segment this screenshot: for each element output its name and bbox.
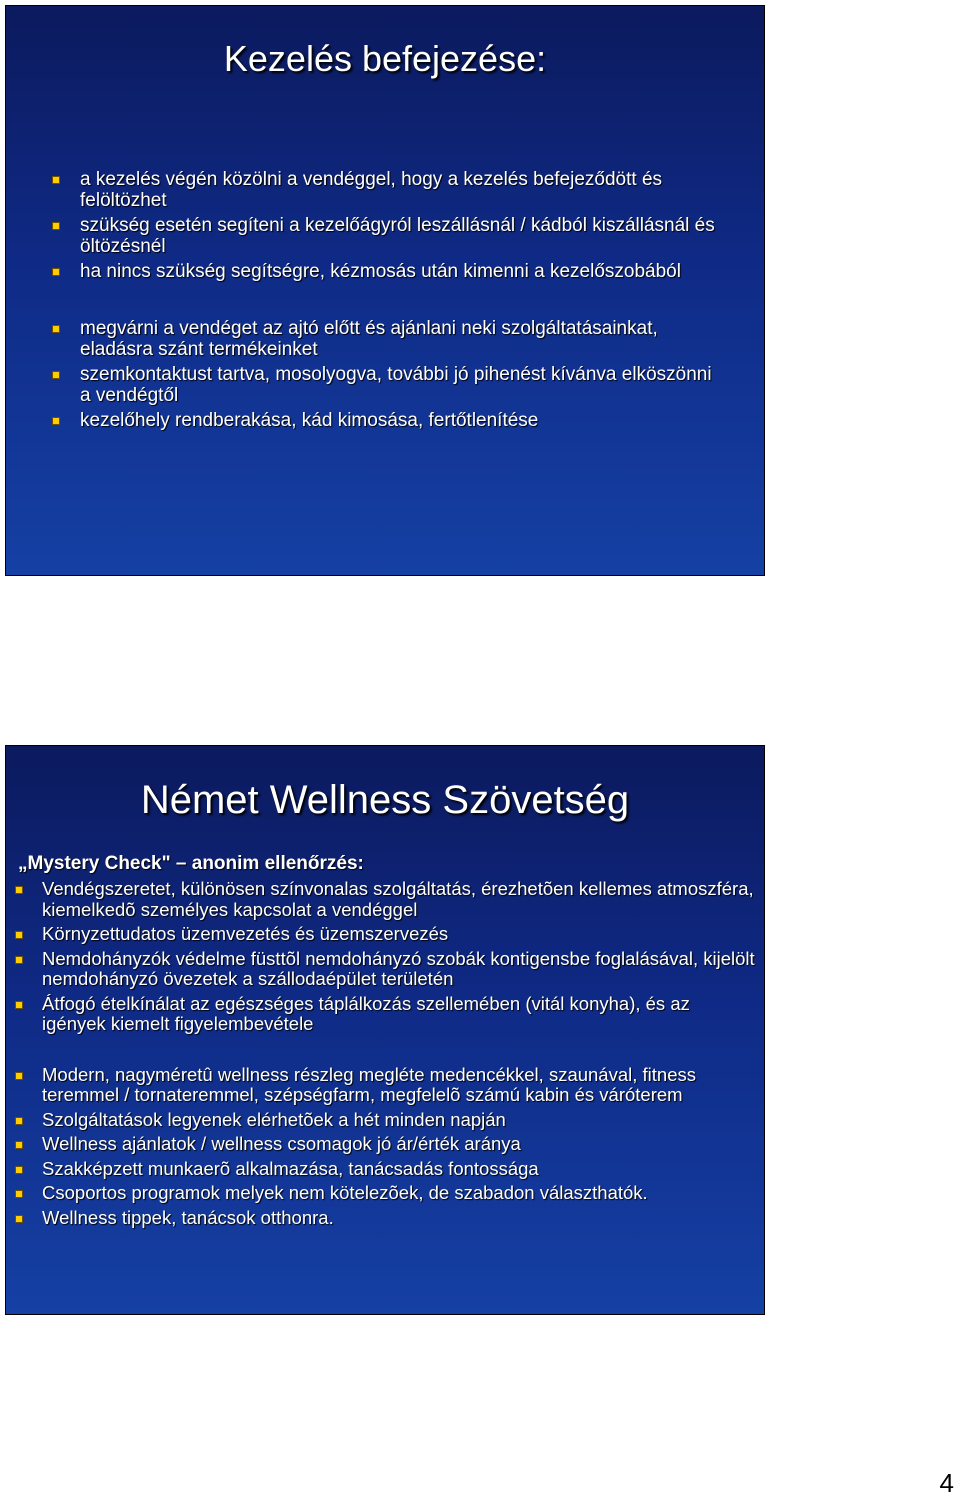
square-bullet-icon: [15, 1001, 23, 1009]
slide-2-bullet-list: [42, 879, 757, 1232]
bullet-item: szükség esetén segíteni a kezelőágyról leszállásnál / kádból kiszállásnál és öltözésnél: [80, 215, 720, 261]
square-bullet-icon: [15, 886, 23, 894]
bullet-item: Vendégszeretet, különösen színvonalas szolgáltatás, érezhetõen kellemes atmoszféra, kiemelkedõ személyes kapcsolat a vendéggel: [42, 879, 757, 924]
square-bullet-icon: [52, 325, 60, 333]
slide-1-bullet-list: [80, 169, 720, 435]
square-bullet-icon: [52, 371, 60, 379]
bullet-item: Wellness ajánlatok / wellness csomagok jó ár/érték aránya: [42, 1134, 757, 1159]
bullet-item: megvárni a vendéget az ajtó előtt és ajánlani neki szolgáltatásainkat, eladásra szánt termékeinket: [80, 318, 720, 364]
bullet-item: ha nincs szükség segítségre, kézmosás után kimenni a kezelőszobából: [80, 261, 720, 286]
square-bullet-icon: [15, 931, 23, 939]
square-bullet-icon: [52, 222, 60, 230]
page-number: 4: [939, 1468, 954, 1498]
bullet-item: szemkontaktust tartva, mosolyogva, további jó pihenést kívánva elköszönni a vendégtől: [80, 364, 720, 410]
square-bullet-icon: [52, 417, 60, 425]
spacer: [42, 1039, 757, 1065]
bullet-item: Wellness tippek, tanácsok otthonra.: [42, 1208, 757, 1233]
bullet-item: kezelőhely rendberakása, kád kimosása, fertőtlenítése: [80, 410, 720, 435]
square-bullet-icon: [15, 1072, 23, 1080]
square-bullet-icon: [15, 1166, 23, 1174]
bullet-item: Szakképzett munkaerõ alkalmazása, tanácsadás fontossága: [42, 1159, 757, 1184]
bullet-item: Nemdohányzók védelme füsttõl nemdohányzó szobák kontigensbe foglalásával, kijelölt nemdohányzó övezetek a szállodaépület területén: [42, 949, 757, 994]
square-bullet-icon: [15, 1215, 23, 1223]
square-bullet-icon: [52, 268, 60, 276]
bullet-item: a kezelés végén közölni a vendéggel, hogy a kezelés befejeződött és felöltözhet: [80, 169, 720, 215]
square-bullet-icon: [15, 1190, 23, 1198]
bullet-item: Csoportos programok melyek nem kötelezõek, de szabadon választhatók.: [42, 1183, 757, 1208]
square-bullet-icon: [52, 176, 60, 184]
slide-1: [5, 5, 765, 576]
bullet-item: Környzettudatos üzemvezetés és üzemszervezés: [42, 924, 757, 949]
slide-1-title: Kezelés befejezése:: [223, 38, 547, 79]
square-bullet-icon: [15, 1141, 23, 1149]
slide-2: [5, 745, 765, 1315]
square-bullet-icon: [15, 956, 23, 964]
square-bullet-icon: [15, 1117, 23, 1125]
spacer: [80, 286, 720, 318]
slide-2-subheading: „Mystery Check" – anonim ellenőrzés:: [18, 853, 364, 874]
bullet-item: Átfogó ételkínálat az egészséges táplálkozás szellemében (vitál konyha), és az igények kiemelt figyelembevétele: [42, 994, 757, 1039]
slide-2-title: Német Wellness Szövetség: [140, 778, 630, 822]
bullet-item: Modern, nagyméretû wellness részleg megléte medencékkel, szaunával, fitness teremmel / tornateremmel, szépségfarm, megfelelõ számú kabin és váróterem: [42, 1065, 757, 1110]
bullet-item: Szolgáltatások legyenek elérhetõek a hét minden napján: [42, 1110, 757, 1135]
